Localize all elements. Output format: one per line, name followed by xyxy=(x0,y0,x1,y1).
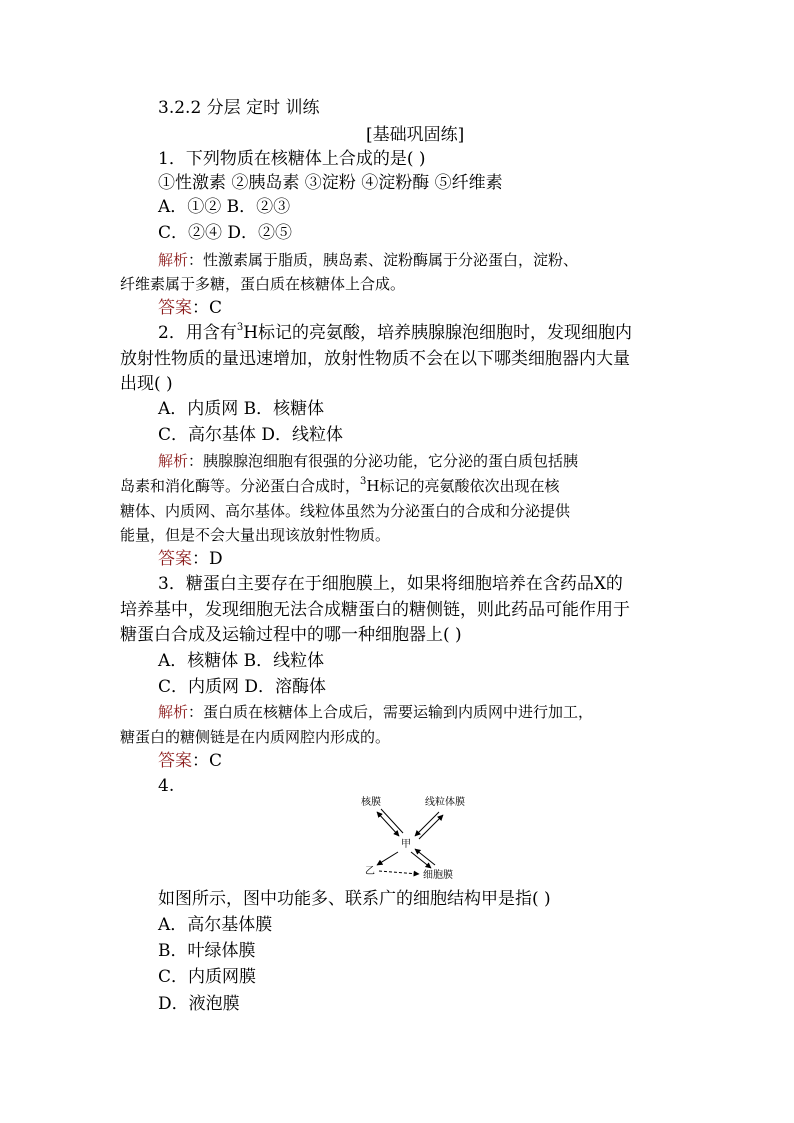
diagram-label-cell-membrane: 细胞膜 xyxy=(423,870,453,881)
arrow-mito-center-b xyxy=(419,815,443,839)
arrow-center-yi xyxy=(377,852,398,865)
q2-analysis-line-3: 糖体、内质网、高尔基体。线粒体虽然为分泌蛋白的合成和分泌提供 xyxy=(120,502,571,520)
q1-items: ①性激素 ②胰岛素 ③淀粉 ④淀粉酶 ⑤纤维素 xyxy=(158,173,503,193)
arrow-nuclear-center-a xyxy=(377,812,399,836)
q3-stem-line-2: 培养基中，发现细胞无法合成糖蛋白的糖侧链，则此药品可能作用于 xyxy=(120,600,630,620)
q2-stem-line-3: 出现( ) xyxy=(120,374,173,394)
answer-label: 答案 xyxy=(158,298,192,318)
q3-stem-line-3: 糖蛋白合成及运输过程中的哪一种细胞器上( ) xyxy=(120,625,462,645)
analysis-label: 解析 xyxy=(158,703,189,721)
analysis-label: 解析 xyxy=(158,452,189,470)
q1-analysis-line-2: 纤维素属于多糖，蛋白质在核糖体上合成。 xyxy=(120,275,406,293)
diagram-label-center: 甲 xyxy=(401,839,411,850)
q3-analysis-line-2: 糖蛋白的糖侧链是在内质网腔内形成的。 xyxy=(120,728,391,746)
q2-analysis-line-4: 能量，但是不会大量出现该放射性物质。 xyxy=(120,526,391,544)
q3-answer: 答案：C xyxy=(158,751,223,771)
q3-stem-line-1: 3．糖蛋白主要存在于细胞膜上，如果将细胞培养在含药品X的 xyxy=(158,574,623,594)
q3-analysis-line-1: 解析：蛋白质在核糖体上合成后，需要运输到内质网中进行加工， xyxy=(158,703,594,721)
arrow-mito-center-a xyxy=(415,812,439,836)
q1-answer: 答案：C xyxy=(158,298,223,318)
section-heading: 3.2.2 分层 定时 训练 xyxy=(158,98,320,118)
arrow-yi-cell-dashed xyxy=(379,871,419,874)
answer-label: 答案 xyxy=(158,751,192,771)
diagram-label-mito-membrane: 线粒体膜 xyxy=(425,797,465,808)
q4-option-d: D．液泡膜 xyxy=(158,994,240,1014)
q3-options-cd: C．内质网 D．溶酶体 xyxy=(158,677,327,697)
q4-number: 4. xyxy=(158,776,175,796)
q2-stem-line-2: 放射性物质的量迅速增加，放射性物质不会在以下哪类细胞器内大量 xyxy=(120,349,630,369)
subsection-title: [基础巩固练] xyxy=(366,125,465,145)
analysis-label: 解析 xyxy=(158,251,189,269)
q4-option-b: B．叶绿体膜 xyxy=(158,941,256,961)
q2-options-cd: C．高尔基体 D．线粒体 xyxy=(158,425,344,445)
diagram-label-yi: 乙 xyxy=(365,866,375,877)
q4-option-a: A．高尔基体膜 xyxy=(158,915,273,935)
q4-diagram xyxy=(355,792,485,884)
q2-stem-line-1: 2．用含有$^3$H标记的亮氨酸，培养胰腺腺泡细胞时，发现细胞内 xyxy=(158,322,633,343)
q4-stem: 如图所示，图中功能多、联系广的细胞结构甲是指( ) xyxy=(158,889,551,909)
q3-options-ab: A．核糖体 B．线粒体 xyxy=(158,651,325,671)
q1-analysis-line-1: 解析：性激素属于脂质，胰岛素、淀粉酶属于分泌蛋白，淀粉、 xyxy=(158,251,579,269)
q2-analysis-line-2: 岛素和消化酶等。分泌蛋白合成时，$^3$H标记的亮氨酸依次出现在核 xyxy=(120,476,560,495)
q1-stem: 1．下列物质在核糖体上合成的是( ) xyxy=(158,149,426,169)
q2-answer: 答案：D xyxy=(158,549,223,569)
q1-options-ab: A．①② B．②③ xyxy=(158,197,291,217)
q2-options-ab: A．内质网 B．核糖体 xyxy=(158,399,325,419)
q2-analysis-line-1: 解析：胰腺腺泡细胞有很强的分泌功能，它分泌的蛋白质包括胰 xyxy=(158,452,579,470)
q1-options-cd: C．②④ D．②⑤ xyxy=(158,223,293,243)
q4-option-c: C．内质网膜 xyxy=(158,967,257,987)
diagram-label-nuclear-membrane: 核膜 xyxy=(361,797,381,808)
answer-label: 答案 xyxy=(158,549,192,569)
arrow-nuclear-center-b xyxy=(381,809,403,833)
